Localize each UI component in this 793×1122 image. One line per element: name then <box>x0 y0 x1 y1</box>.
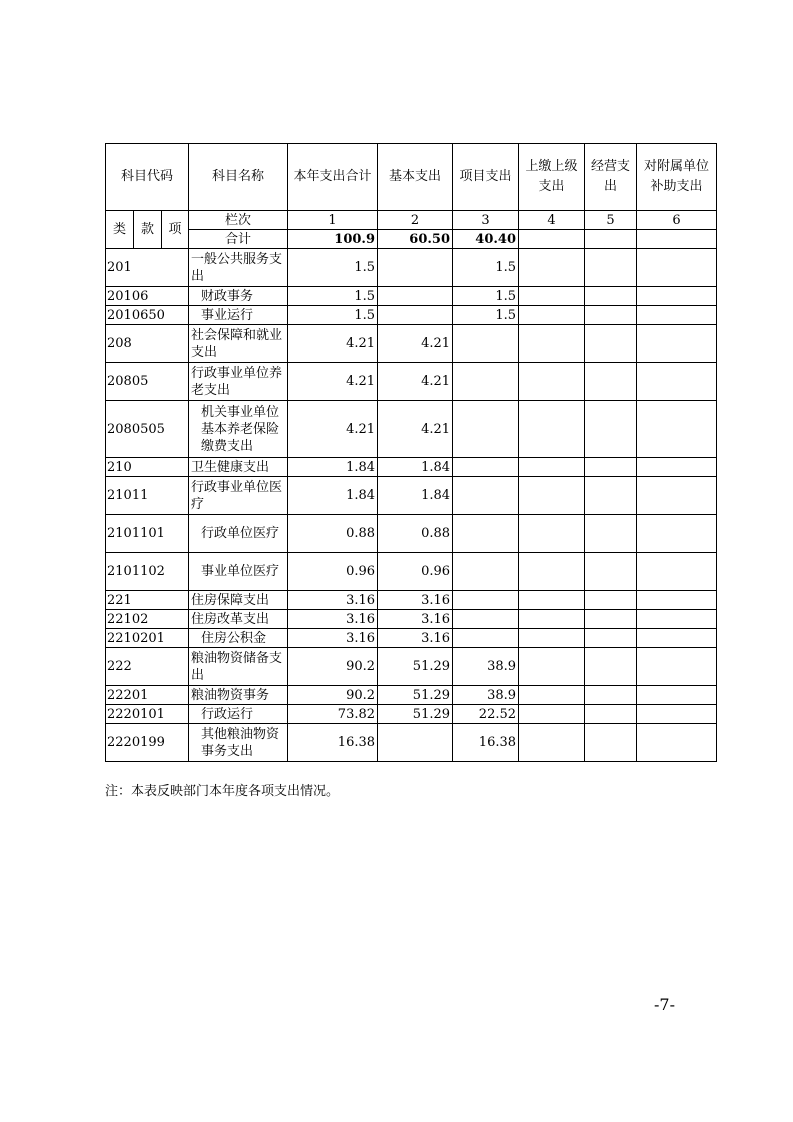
totals-subsidy <box>637 230 717 249</box>
table-row <box>106 363 717 401</box>
header-lanci: 栏次 <box>189 211 288 230</box>
row-total: 1.5 <box>288 249 378 287</box>
col-index-5: 5 <box>585 211 637 230</box>
table-row <box>106 610 717 629</box>
row-total: 1.84 <box>288 477 378 515</box>
table-row <box>106 591 717 610</box>
row-basic: 3.16 <box>378 610 453 629</box>
row-subsidy <box>637 363 717 401</box>
row-upper <box>519 724 585 762</box>
row-basic <box>378 287 453 306</box>
row-business <box>585 325 637 363</box>
row-name: 住房公积金 <box>189 629 288 648</box>
header-upper: 上缴上级支出 <box>519 144 585 211</box>
row-code: 22201 <box>106 686 189 705</box>
row-upper <box>519 610 585 629</box>
header-code: 科目代码 <box>106 144 189 211</box>
col-index-4: 4 <box>519 211 585 230</box>
row-name: 其他粮油物资事务支出 <box>189 724 288 762</box>
row-basic: 4.21 <box>378 363 453 401</box>
row-project <box>453 553 519 591</box>
row-basic <box>378 724 453 762</box>
page-number: -7- <box>654 995 675 1014</box>
row-business <box>585 249 637 287</box>
row-project <box>453 325 519 363</box>
row-code: 2220101 <box>106 705 189 724</box>
row-basic: 0.88 <box>378 515 453 553</box>
row-subsidy <box>637 591 717 610</box>
row-basic: 3.16 <box>378 629 453 648</box>
row-basic <box>378 306 453 325</box>
row-upper <box>519 325 585 363</box>
row-code: 20106 <box>106 287 189 306</box>
header-lei: 类 <box>106 211 134 249</box>
row-total: 3.16 <box>288 629 378 648</box>
table-row <box>106 306 717 325</box>
row-name: 住房保障支出 <box>189 591 288 610</box>
column-index-row <box>106 211 717 230</box>
row-name: 行政运行 <box>189 705 288 724</box>
col-index-6: 6 <box>637 211 717 230</box>
totals-project: 40.40 <box>453 230 519 249</box>
row-upper <box>519 686 585 705</box>
totals-total: 100.9 <box>288 230 378 249</box>
row-code: 20805 <box>106 363 189 401</box>
header-xiang: 项 <box>162 211 189 249</box>
row-code: 2101102 <box>106 553 189 591</box>
row-upper <box>519 249 585 287</box>
row-code: 21011 <box>106 477 189 515</box>
row-project: 1.5 <box>453 306 519 325</box>
row-subsidy <box>637 458 717 477</box>
row-upper <box>519 705 585 724</box>
table-row <box>106 686 717 705</box>
col-index-1: 1 <box>288 211 378 230</box>
row-basic: 51.29 <box>378 705 453 724</box>
row-name: 卫生健康支出 <box>189 458 288 477</box>
row-code: 201 <box>106 249 189 287</box>
row-code: 2080505 <box>106 401 189 458</box>
row-upper <box>519 648 585 686</box>
row-business <box>585 458 637 477</box>
row-subsidy <box>637 629 717 648</box>
row-code: 2010650 <box>106 306 189 325</box>
row-total: 4.21 <box>288 325 378 363</box>
col-index-2: 2 <box>378 211 453 230</box>
row-business <box>585 287 637 306</box>
row-total: 90.2 <box>288 686 378 705</box>
row-upper <box>519 591 585 610</box>
row-business <box>585 306 637 325</box>
row-basic: 0.96 <box>378 553 453 591</box>
row-total: 16.38 <box>288 724 378 762</box>
row-total: 90.2 <box>288 648 378 686</box>
row-upper <box>519 515 585 553</box>
totals-basic: 60.50 <box>378 230 453 249</box>
row-upper <box>519 477 585 515</box>
row-business <box>585 401 637 458</box>
row-basic: 1.84 <box>378 477 453 515</box>
row-project <box>453 610 519 629</box>
row-subsidy <box>637 515 717 553</box>
row-basic: 4.21 <box>378 401 453 458</box>
row-subsidy <box>637 724 717 762</box>
row-subsidy <box>637 477 717 515</box>
row-subsidy <box>637 705 717 724</box>
table-row <box>106 477 717 515</box>
row-project <box>453 401 519 458</box>
table-row <box>106 287 717 306</box>
row-basic: 3.16 <box>378 591 453 610</box>
row-business <box>585 648 637 686</box>
row-business <box>585 363 637 401</box>
row-name: 机关事业单位基本养老保险缴费支出 <box>189 401 288 458</box>
row-business <box>585 477 637 515</box>
row-project: 16.38 <box>453 724 519 762</box>
row-upper <box>519 363 585 401</box>
table-row <box>106 553 717 591</box>
row-business <box>585 553 637 591</box>
header-subsidy: 对附属单位补助支出 <box>637 144 717 211</box>
row-total: 1.5 <box>288 306 378 325</box>
header-project: 项目支出 <box>453 144 519 211</box>
table-note: 注：本表反映部门本年度各项支出情况。 <box>105 784 340 799</box>
col-index-3: 3 <box>453 211 519 230</box>
row-subsidy <box>637 553 717 591</box>
row-basic: 4.21 <box>378 325 453 363</box>
expenditure-table-container <box>105 143 716 762</box>
row-total: 0.96 <box>288 553 378 591</box>
row-code: 2220199 <box>106 724 189 762</box>
row-total: 73.82 <box>288 705 378 724</box>
table-row <box>106 629 717 648</box>
table-row <box>106 724 717 762</box>
totals-row <box>106 230 717 249</box>
row-name: 行政事业单位养老支出 <box>189 363 288 401</box>
row-business <box>585 724 637 762</box>
row-subsidy <box>637 401 717 458</box>
row-code: 208 <box>106 325 189 363</box>
row-subsidy <box>637 686 717 705</box>
header-basic: 基本支出 <box>378 144 453 211</box>
table-row <box>106 401 717 458</box>
row-business <box>585 591 637 610</box>
row-name: 财政事务 <box>189 287 288 306</box>
row-project: 1.5 <box>453 249 519 287</box>
totals-business <box>585 230 637 249</box>
row-upper <box>519 458 585 477</box>
row-basic: 51.29 <box>378 686 453 705</box>
row-name: 社会保障和就业支出 <box>189 325 288 363</box>
row-name: 事业运行 <box>189 306 288 325</box>
header-name: 科目名称 <box>189 144 288 211</box>
row-business <box>585 610 637 629</box>
header-business: 经营支出 <box>585 144 637 211</box>
row-name: 行政单位医疗 <box>189 515 288 553</box>
row-upper <box>519 306 585 325</box>
row-upper <box>519 553 585 591</box>
row-project: 22.52 <box>453 705 519 724</box>
row-business <box>585 686 637 705</box>
row-total: 0.88 <box>288 515 378 553</box>
table-row <box>106 325 717 363</box>
header-row <box>106 144 717 211</box>
row-business <box>585 629 637 648</box>
row-upper <box>519 287 585 306</box>
row-project <box>453 629 519 648</box>
expenditure-table <box>105 143 717 762</box>
row-project <box>453 458 519 477</box>
header-kuan: 款 <box>134 211 162 249</box>
row-code: 2210201 <box>106 629 189 648</box>
row-code: 22102 <box>106 610 189 629</box>
row-name: 事业单位医疗 <box>189 553 288 591</box>
row-code: 221 <box>106 591 189 610</box>
row-total: 1.84 <box>288 458 378 477</box>
table-row <box>106 515 717 553</box>
row-name: 住房改革支出 <box>189 610 288 629</box>
row-code: 222 <box>106 648 189 686</box>
row-total: 4.21 <box>288 401 378 458</box>
row-total: 4.21 <box>288 363 378 401</box>
row-subsidy <box>637 306 717 325</box>
row-project: 38.9 <box>453 686 519 705</box>
row-business <box>585 705 637 724</box>
row-project: 1.5 <box>453 287 519 306</box>
row-name: 粮油物资储备支出 <box>189 648 288 686</box>
totals-label: 合计 <box>189 230 288 249</box>
table-row <box>106 249 717 287</box>
totals-upper <box>519 230 585 249</box>
row-basic <box>378 249 453 287</box>
row-subsidy <box>637 325 717 363</box>
row-name: 行政事业单位医疗 <box>189 477 288 515</box>
table-row <box>106 705 717 724</box>
row-total: 1.5 <box>288 287 378 306</box>
row-upper <box>519 401 585 458</box>
row-code: 210 <box>106 458 189 477</box>
table-row <box>106 458 717 477</box>
row-project <box>453 477 519 515</box>
row-total: 3.16 <box>288 610 378 629</box>
row-project <box>453 591 519 610</box>
row-subsidy <box>637 610 717 629</box>
row-basic: 51.29 <box>378 648 453 686</box>
row-upper <box>519 629 585 648</box>
row-subsidy <box>637 648 717 686</box>
row-project <box>453 363 519 401</box>
row-project <box>453 515 519 553</box>
row-project: 38.9 <box>453 648 519 686</box>
row-basic: 1.84 <box>378 458 453 477</box>
table-row <box>106 648 717 686</box>
row-total: 3.16 <box>288 591 378 610</box>
row-code: 2101101 <box>106 515 189 553</box>
row-name: 粮油物资事务 <box>189 686 288 705</box>
row-subsidy <box>637 249 717 287</box>
row-business <box>585 515 637 553</box>
row-subsidy <box>637 287 717 306</box>
row-name: 一般公共服务支出 <box>189 249 288 287</box>
header-total: 本年支出合计 <box>288 144 378 211</box>
